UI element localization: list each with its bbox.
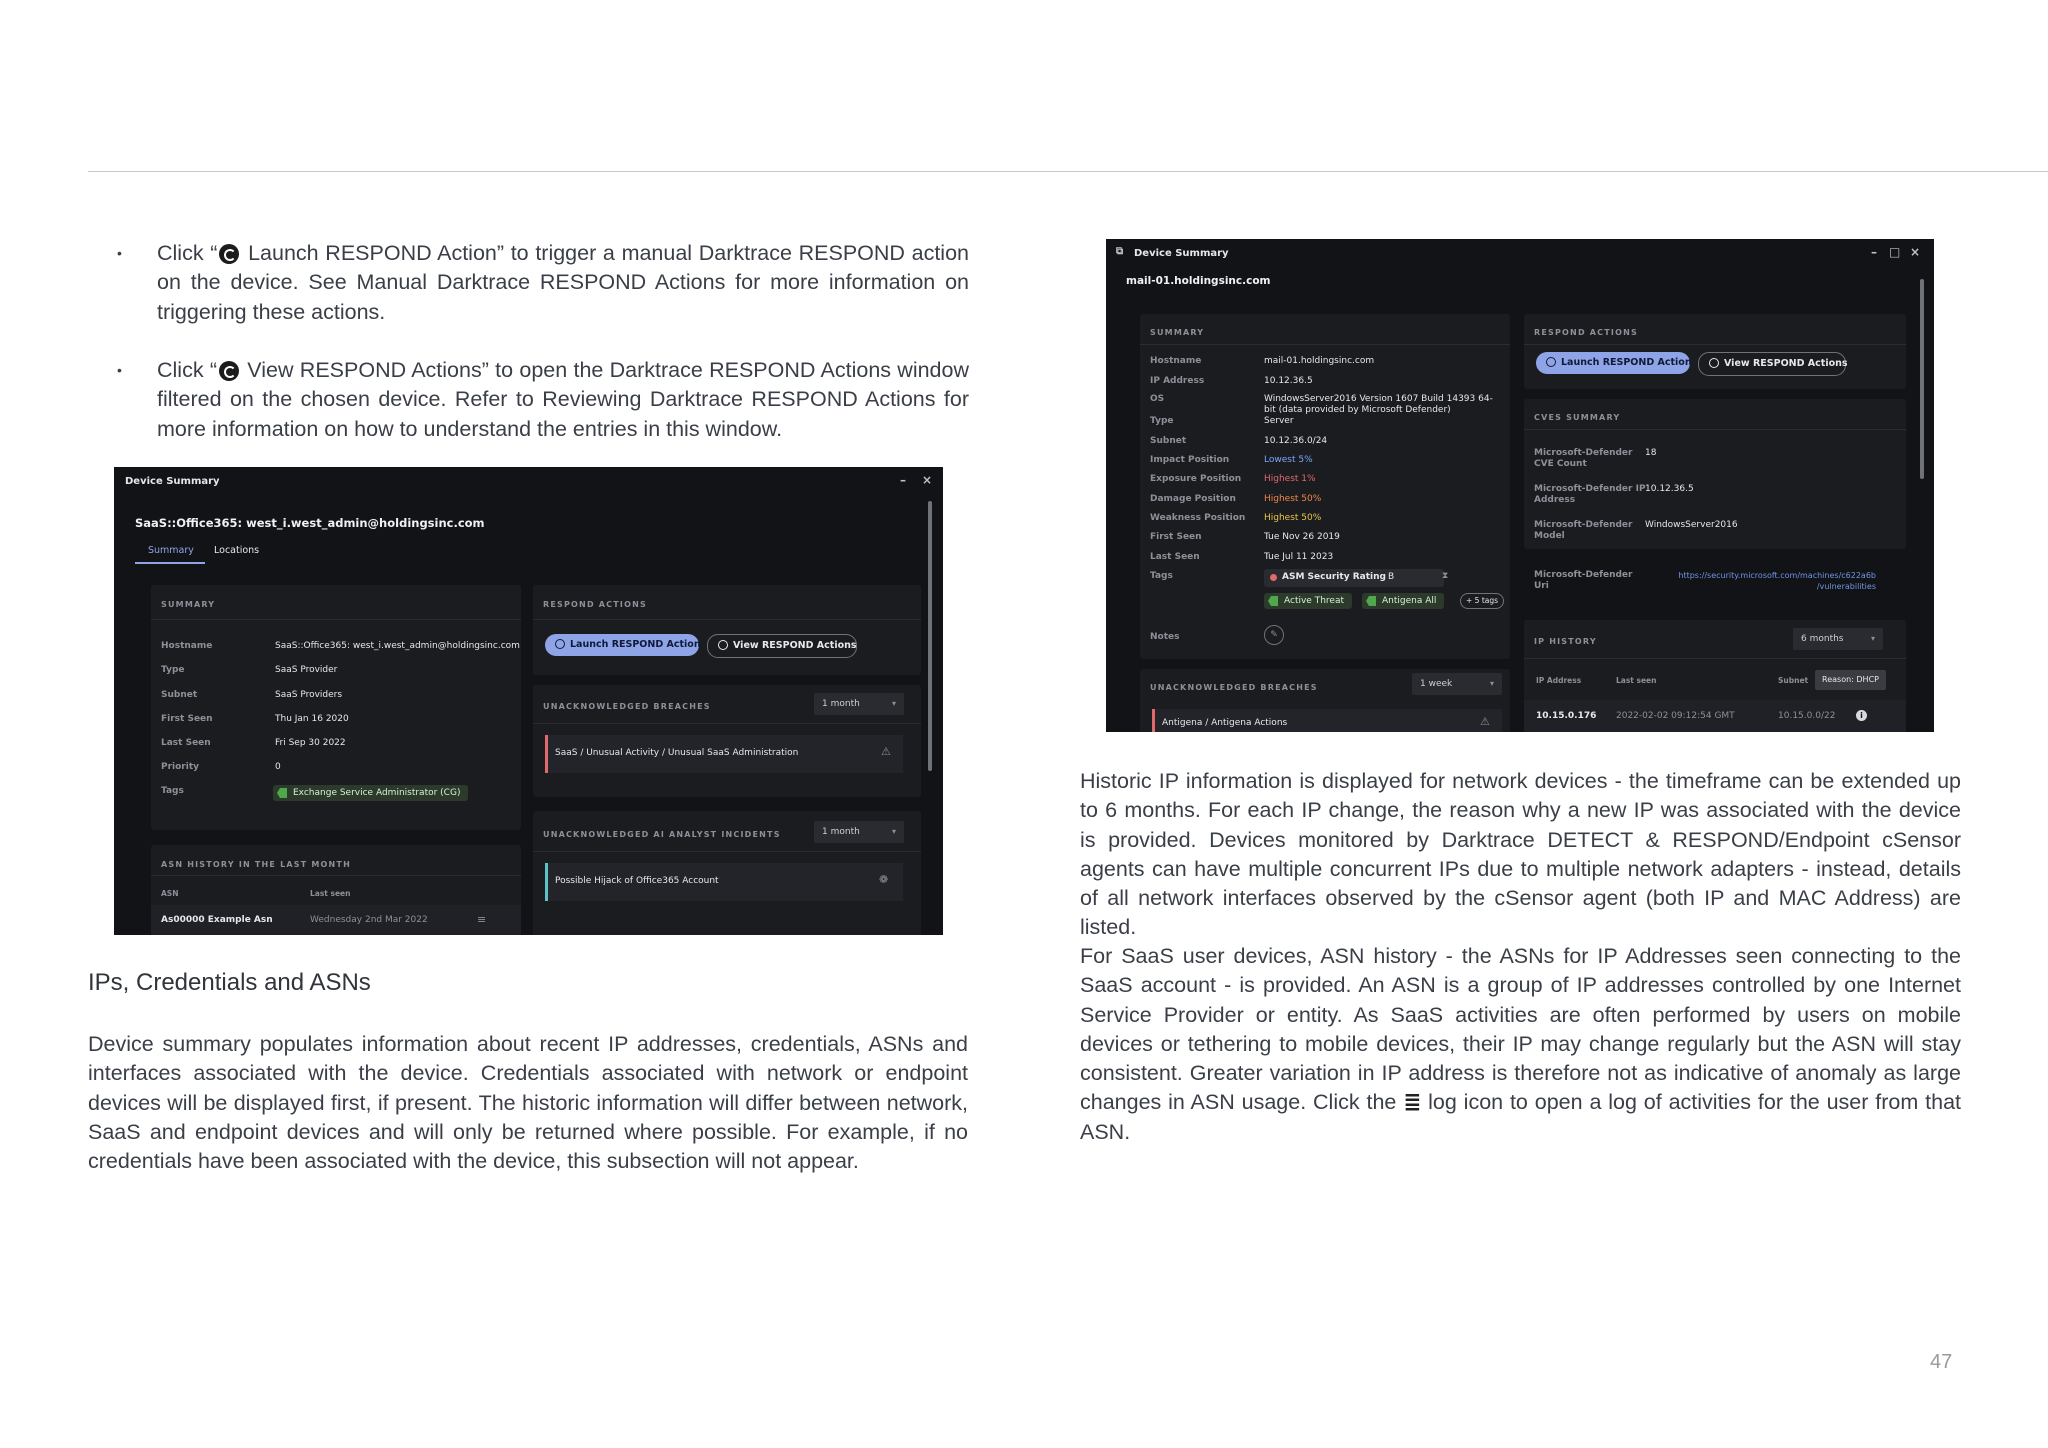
tags-label: Tags <box>1150 571 1173 581</box>
cves-summary-card <box>1524 399 1906 549</box>
asm-rating-dot <box>1270 574 1277 581</box>
last-seen-label: Last Seen <box>1150 552 1200 562</box>
tag-icon <box>1366 596 1376 606</box>
close-icon[interactable]: × <box>922 473 933 487</box>
notes-label: Notes <box>1150 632 1180 642</box>
impact-position-label: Impact Position <box>1150 455 1230 465</box>
ip-column-header: IP Address <box>1536 676 1582 685</box>
subnet-value: 10.12.36.0/24 <box>1264 436 1328 446</box>
hostname-label: Hostname <box>1150 356 1202 366</box>
breach-item[interactable] <box>1152 709 1502 732</box>
ip-subnet-value: 10.15.0.0/22 <box>1778 711 1836 721</box>
breach-title: SaaS / Unusual Activity / Unusual SaaS Administration <box>555 748 799 758</box>
table-row[interactable] <box>151 905 521 935</box>
summary-card <box>151 585 521 830</box>
subnet-value: SaaS Providers <box>275 690 343 700</box>
exposure-position-label: Exposure Position <box>1150 474 1242 484</box>
header-rule <box>88 171 2048 172</box>
window-title: Device Summary <box>1134 248 1229 259</box>
asn-history-header: ASN HISTORY IN THE LAST MONTH <box>161 860 351 869</box>
os-value: WindowsServer2016 Version 1607 Build 14393 64-bit (data provided by Microsoft Defender) <box>1264 394 1493 415</box>
window-titlebar <box>1106 239 1934 269</box>
tab-locations[interactable]: Locations <box>214 545 260 556</box>
chevron-down-icon: ▾ <box>891 827 896 836</box>
unacknowledged-breaches-card <box>533 685 921 797</box>
summary-header: SUMMARY <box>161 600 216 609</box>
breaches-header: UNACKNOWLEDGED BREACHES <box>1150 683 1318 692</box>
subnet-column-header: Subnet <box>1778 676 1809 685</box>
scrollbar[interactable] <box>1920 279 1924 479</box>
respond-icon <box>718 640 728 650</box>
last-seen-column-header: Last seen <box>1616 676 1657 685</box>
impact-position-value: Lowest 5% <box>1264 455 1313 465</box>
type-label: Type <box>161 665 185 675</box>
asn-history-card <box>151 845 521 935</box>
chevron-down-icon: ▾ <box>1489 679 1494 688</box>
subnet-label: Subnet <box>161 690 198 700</box>
tab-underline <box>135 562 205 564</box>
notes-edit-icon[interactable]: ✎ <box>1264 625 1284 645</box>
device-name: SaaS::Office365: west_i.west_admin@holdingsinc.com <box>135 516 485 530</box>
summary-card <box>1140 314 1510 659</box>
respond-icon <box>219 361 239 381</box>
window-title: Device Summary <box>125 476 220 487</box>
saas-asn-paragraph: For SaaS user devices, ASN history - the ASNs for IP Addresses seen connecting to the SaaS account - is provided. An ASN is a group of IP addresses controlled by one Internet Service Provider or entity. As SaaS activities are often performed by users on mobile devices or tethering to mobile devices, their IP may change regularly but the ASN will stay consistent. Greater variation in IP address is therefore not as indicative of anomaly as large changes in ASN usage. Click the ≣ log icon to open a log of activities for the user from that ASN. <box>1080 944 1962 1144</box>
defender-model-label: Microsoft-Defender Model <box>1534 520 1633 541</box>
respond-icon <box>1709 358 1719 368</box>
respond-icon <box>219 244 239 264</box>
first-seen-value: Thu Jan 16 2020 <box>275 714 349 724</box>
tab-summary[interactable]: Summary <box>148 545 194 556</box>
hostname-value: SaaS::Office365: west_i.west_admin@holdingsinc.com <box>275 641 520 651</box>
last-seen-value: Fri Sep 30 2022 <box>275 738 346 748</box>
priority-label: Priority <box>161 762 199 772</box>
view-respond-button[interactable]: View RESPOND Actions <box>707 634 857 658</box>
type-value: Server <box>1264 416 1294 426</box>
section-heading: IPs, Credentials and ASNs <box>88 969 371 996</box>
breach-severity-bar <box>545 735 548 773</box>
breach-item[interactable] <box>545 735 903 773</box>
type-label: Type <box>1150 416 1174 426</box>
hostname-value: mail-01.holdingsinc.com <box>1264 356 1375 366</box>
incidents-header: UNACKNOWLEDGED AI ANALYST INCIDENTS <box>543 830 781 839</box>
asn-last-seen-value: Wednesday 2nd Mar 2022 <box>310 915 428 925</box>
first-seen-label: First Seen <box>161 714 213 724</box>
asn-column-header: ASN <box>161 889 179 898</box>
log-icon[interactable]: ≡ <box>477 913 487 926</box>
tag-active-threat[interactable]: Active Threat <box>1264 593 1352 609</box>
summary-header: SUMMARY <box>1150 328 1205 337</box>
hourglass-icon: ⧗ <box>1442 571 1449 581</box>
incident-bar <box>545 863 548 901</box>
damage-position-label: Damage Position <box>1150 494 1236 504</box>
last-seen-value: Tue Jul 11 2023 <box>1264 552 1334 562</box>
bullet-view-respond: • Click “ View RESPOND Actions” to open the Darktrace RESPOND Actions window filtered on the chosen device. Refer to Reviewing Darktrace RESPOND Actions for more information on how to understand the entries in this window. <box>117 358 970 441</box>
subnet-label: Subnet <box>1150 436 1187 446</box>
more-tags-button[interactable]: + 5 tags <box>1460 593 1504 609</box>
defender-model-value: WindowsServer2016 <box>1645 520 1738 530</box>
ip-history-card <box>1524 620 1906 732</box>
cve-count-value: 18 <box>1645 448 1657 458</box>
info-icon[interactable]: i <box>1856 710 1867 721</box>
historic-ip-paragraph: Historic IP information is displayed for network devices - the timeframe can be extended up to 6 months. For each IP change, the reason why a new IP was associated with the device is provided. Devices monitored by Darktrace DETECT & RESPOND/Endpoint cSensor agents can have multiple concurrent IPs due to multiple network adapters - instead, details of all network interfaces observed by the cSensor agent (both IP and MAC Address) are listed. <box>1080 769 1961 940</box>
ip-history-header: IP HISTORY <box>1534 637 1597 646</box>
maximize-icon[interactable]: □ <box>1889 245 1901 259</box>
unacknowledged-breaches-card <box>1140 669 1510 732</box>
ip-last-seen-value: 2022-02-02 09:12:54 GMT <box>1616 711 1735 721</box>
cve-count-label: Microsoft-Defender CVE Count <box>1534 448 1633 469</box>
type-value: SaaS Provider <box>275 665 338 675</box>
asm-rating-value: B <box>1388 572 1395 582</box>
ip-history-period-select[interactable]: 6 months ▾ <box>1793 628 1883 650</box>
respond-icon <box>555 639 565 649</box>
launch-respond-button[interactable]: Launch RESPOND Action <box>1536 352 1690 374</box>
ip-address-value: 10.12.36.5 <box>1264 376 1313 386</box>
page-number: 47 <box>1930 1351 1953 1373</box>
warning-icon: ⚠ <box>881 745 891 758</box>
ip-address-label: IP Address <box>1150 376 1205 386</box>
chevron-down-icon: ▾ <box>891 699 896 708</box>
hostname-label: Hostname <box>161 641 213 651</box>
bullet-launch-respond: • Click “ Launch RESPOND Action” to trigger a manual Darktrace RESPOND action on the device. See Manual Darktrace RESPOND Actions for more information on triggering these actions. <box>117 241 969 324</box>
chevron-down-icon: ▾ <box>1870 634 1875 643</box>
bullet-dot: • <box>117 245 122 261</box>
asm-rating-tag[interactable] <box>1264 569 1449 587</box>
tags-label: Tags <box>161 786 184 796</box>
incident-title: Possible Hijack of Office365 Account <box>555 876 719 886</box>
respond-actions-header: RESPOND ACTIONS <box>1534 328 1638 337</box>
minimize-icon[interactable]: – <box>1871 245 1877 259</box>
launch-respond-button[interactable]: Launch RESPOND Action <box>545 634 699 656</box>
minimize-icon[interactable]: – <box>900 473 906 487</box>
defender-ip-label: Microsoft-Defender IP Address <box>1534 484 1646 505</box>
breach-severity-bar <box>1152 709 1155 732</box>
device-name: mail-01.holdingsinc.com <box>1126 275 1271 287</box>
tag-exchange-admin[interactable]: Exchange Service Administrator (CG) <box>273 785 468 801</box>
close-icon[interactable]: × <box>1910 245 1921 259</box>
respond-actions-card <box>1524 314 1906 389</box>
incidents-period-select[interactable]: 1 month ▾ <box>814 821 904 843</box>
defender-uri-label: Microsoft-Defender Uri <box>1534 570 1633 591</box>
scrollbar[interactable] <box>928 501 932 771</box>
respond-actions-header: RESPOND ACTIONS <box>543 600 647 609</box>
ip-value: 10.15.0.176 <box>1536 711 1597 721</box>
window-icon: ⧉ <box>1116 246 1124 257</box>
breaches-period-select[interactable]: 1 week ▾ <box>1412 673 1502 695</box>
table-row[interactable] <box>1524 700 1906 732</box>
incident-item[interactable] <box>545 863 903 901</box>
exposure-position-value: Highest 1% <box>1264 474 1316 484</box>
breaches-period-select[interactable]: 1 month ▾ <box>814 693 904 715</box>
first-seen-label: First Seen <box>1150 532 1202 542</box>
asn-value: As00000 Example Asn <box>161 915 273 925</box>
mail-device-summary-screenshot <box>1106 239 1934 732</box>
bullet-dot: • <box>117 362 122 378</box>
tag-icon <box>1268 596 1278 606</box>
priority-value: 0 <box>275 762 281 772</box>
defender-ip-value: 10.12.36.5 <box>1645 484 1694 494</box>
tag-icon <box>277 788 287 798</box>
breach-title: Antigena / Antigena Actions <box>1162 718 1288 728</box>
os-label: OS <box>1150 394 1165 404</box>
ai-analyst-icon: ❁ <box>879 873 889 886</box>
defender-uri-link[interactable]: https://security.microsoft.com/machines/c622a6b /vulnerabilities <box>1678 571 1876 591</box>
asm-rating-label: ASM Security Rating <box>1282 572 1386 582</box>
weakness-position-label: Weakness Position <box>1150 513 1246 523</box>
log-icon: ≣ <box>1403 1090 1422 1115</box>
cves-summary-header: CVES SUMMARY <box>1534 413 1621 422</box>
damage-position-value: Highest 50% <box>1264 494 1322 504</box>
last-seen-label: Last Seen <box>161 738 211 748</box>
last-seen-column-header: Last seen <box>310 889 351 898</box>
window-titlebar <box>114 467 943 497</box>
saas-device-summary-screenshot <box>114 467 943 935</box>
view-respond-button[interactable]: View RESPOND Actions <box>1698 352 1846 376</box>
weakness-position-value: Highest 50% <box>1264 513 1322 523</box>
reason-tooltip: Reason: DHCP <box>1815 670 1886 690</box>
warning-icon: ⚠ <box>1480 715 1490 728</box>
ai-analyst-incidents-card <box>533 811 921 935</box>
respond-icon <box>1546 357 1556 367</box>
respond-actions-card <box>533 585 921 675</box>
first-seen-value: Tue Nov 26 2019 <box>1264 532 1340 542</box>
breaches-header: UNACKNOWLEDGED BREACHES <box>543 702 711 711</box>
device-summary-paragraph: Device summary populates information about recent IP addresses, credentials, ASNs and interfaces associated with the device. Credentials associated with network or endpoint devices will be displayed first, if present. The historic information will differ between network, SaaS and endpoint devices and will only be returned where possible. For example, if no credentials have been associated with the device, this subsection will not appear. <box>88 1032 968 1174</box>
tag-antigena-all[interactable]: Antigena All <box>1362 593 1444 609</box>
